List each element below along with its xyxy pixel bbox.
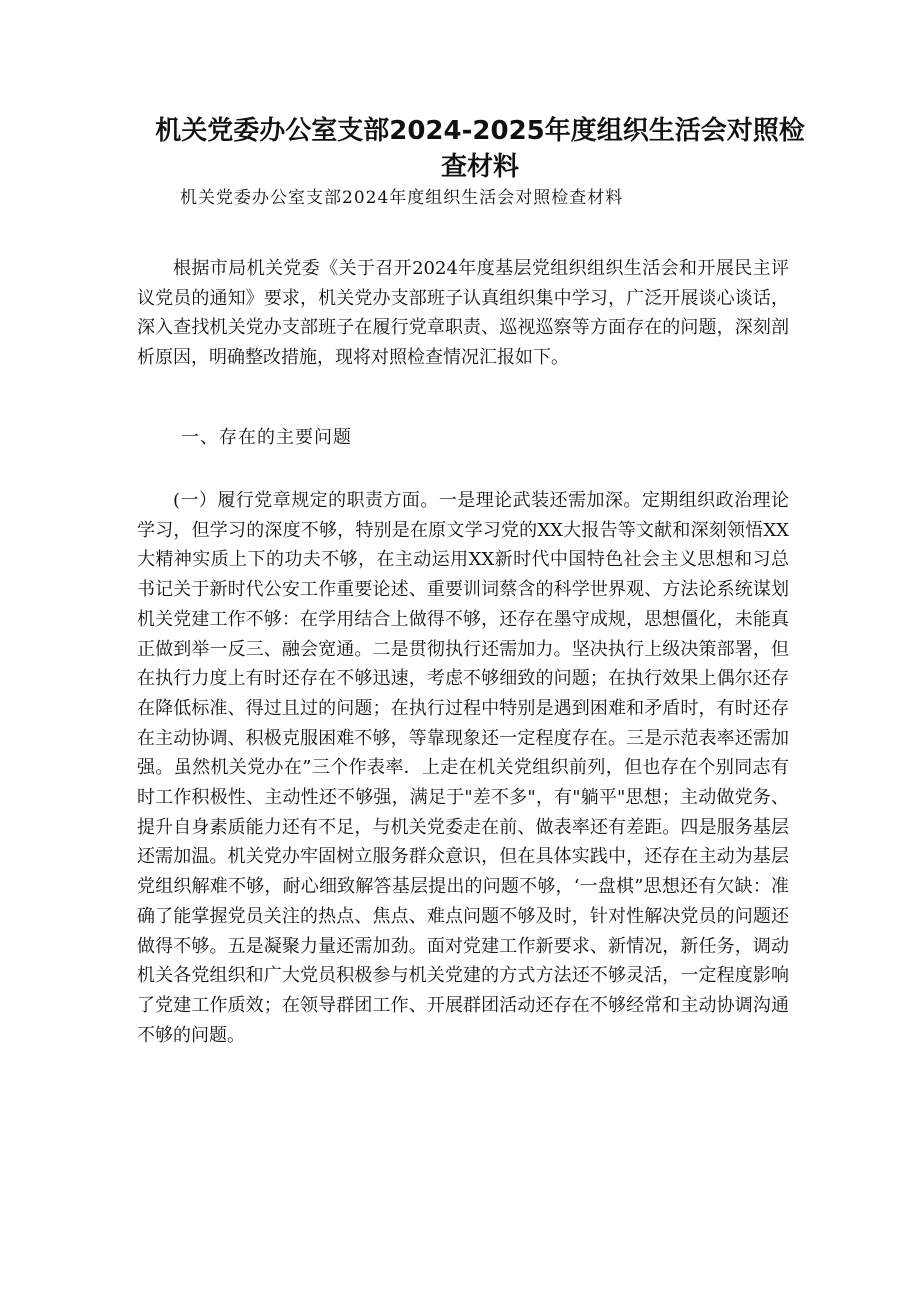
intro-paragraph: 根据市局机关党委《关于召开2024年度基层党组织组织生活会和开展民主评议党员的通知》要求，机关党办支部班子认真组织集中学习，广泛开展谈心谈话，深入查找机关党办支部班子在履行党章职责、巡视巡察等方面存在的问题，深刻剖析原因，明确整改措施，现将对照检查情况汇报如下。 (137, 258, 789, 368)
section-heading: 一、存在的主要问题 (181, 427, 352, 448)
section-paragraph: (一）履行党章规定的职责方面。一是理论武装还需加深。定期组织政治理论学习，但学习的深度不够，特别是在原文学习党的XX大报告等文献和深刻领悟XX大精神实质上下的功夫不够，在主动运用XX新时代中国特色社会主义思想和习总书记关于新时代公安工作重要论述、重要训词蔡含的科学世界观、方法论系统谋划机关党建工作不够：在学用结合上做得不够，还存在墨守成规，思想僵化，未能真正做到举一反三、融会宽通。二是贯彻执行还需加力。坚决执行上级决策部署，但在执行力度上有时还存在不够迅速，考虑不够细致的问题；在执行效果上偶尔还存在降低标准、得过且过的问题；在执行过程中特别是遇到困难和矛盾时，有时还存在主动协调、积极克服困难不够，等靠现象还一定程度存在。三是示范表率还需加强。虽然机关党办在”三个作表率．上走在机关党组织前列，但也存在个别同志有时工作积极性、主动性还不够强，满足于"差不多"，有"躺平"思想；主动做党务、提升自身素质能力还有不足，与机关党委走在前、做表率还有差距。四是服务基层还需加温。机关党办牢固树立服务群众意识，但在具体实践中，还存在主动为基层党组织解难不够，耐心细致解答基层提出的问题不够，‘一盘棋”思想还有欠缺：准确了能掌握党员关注的热点、焦点、难点问题不够及时，针对性解决党员的问题还做得不够。五是凝聚力量还需加劲。面对党建工作新要求、新情况，新任务，调动机关各党组织和广大党员积极参与机关党建的方式方法还不够灵活，一定程度影响了党建工作质效；在领导群团工作、开展群团活动还存在不够经常和主动协调沟通不够的问题。 (137, 490, 789, 1046)
document-subtitle: 机关党委办公室支部2024年度组织生活会对照检查材料 (180, 188, 624, 208)
document-title: 机关党委办公室支部2024-2025年度组织生活会对照检查材料 (155, 116, 805, 182)
